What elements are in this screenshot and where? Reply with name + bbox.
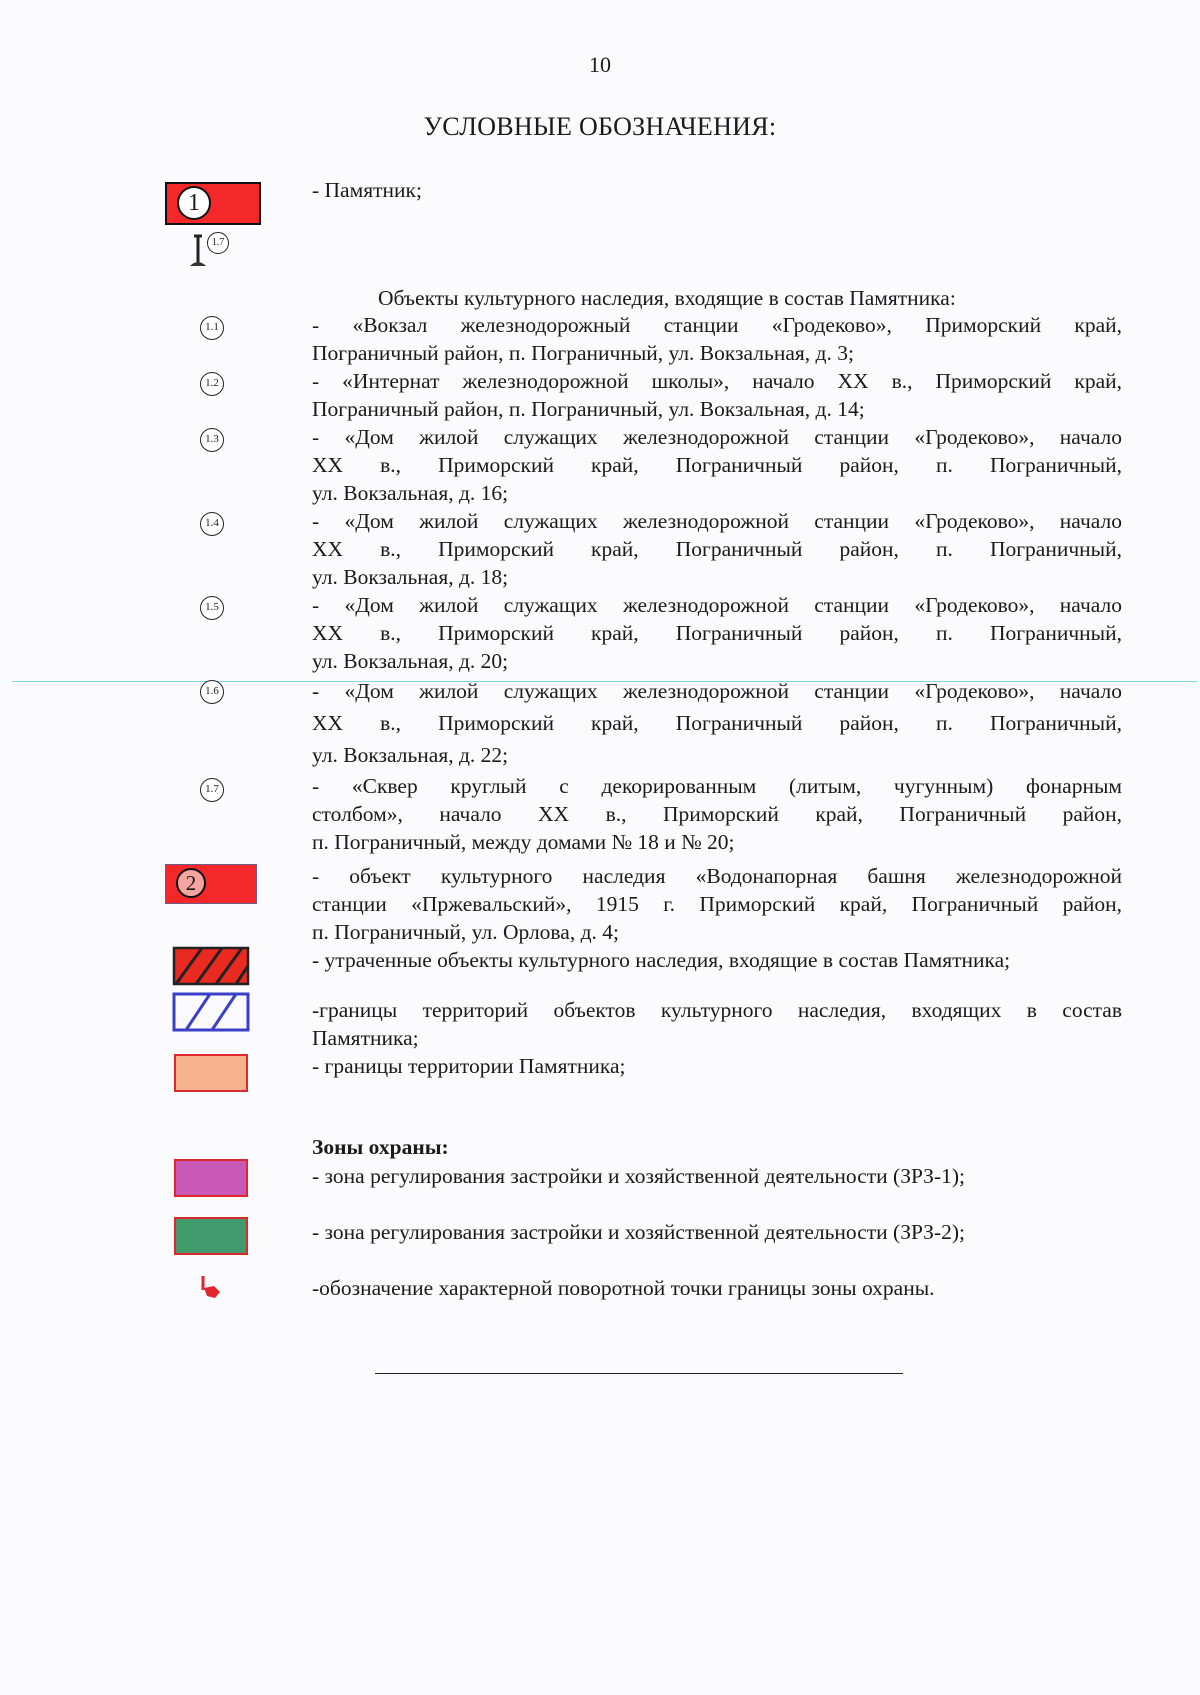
object-marker-1-5: 1.5 <box>200 596 224 620</box>
object-boundaries-hatch-icon <box>172 992 252 1034</box>
lost-objects-hatch-icon <box>172 944 252 986</box>
object-marker-1-4: 1.4 <box>200 512 224 536</box>
object-1-1-text: - «Вокзал железнодорожный станции «Гродеково», Приморский край, Пограничный район, п. Пограничный, ул. Вокзальная, д. 3; <box>312 313 1122 365</box>
zones-heading: Зоны охраны: <box>312 1135 449 1159</box>
turn-point-icon <box>198 1274 228 1304</box>
monument-territory-label: - границы территории Памятника; <box>312 1054 626 1078</box>
object-1-2-text: - «Интернат железнодорожной школы», начало XX в., Приморский край, Пограничный район, п. Пограничный, ул. Вокзальная, д. 14; <box>312 369 1122 421</box>
object-marker-1-1: 1.1 <box>200 316 224 340</box>
object-1-6-text: - «Дом жилой служащих железнодорожной станции «Гродеково», начало XX в., Приморский край, Пограничный район, п. Пограничный, ул. Вокзальная, д. 22; <box>312 679 1122 767</box>
monument-symbol <box>165 182 261 225</box>
page-number: 10 <box>589 52 611 77</box>
object-boundaries-text: -границы территорий объектов культурного наследия, входящих в состав Памятника; <box>312 998 1122 1050</box>
lost-objects-label: - утраченные объекты культурного наследия, входящие в состав Памятника; <box>312 948 1011 972</box>
zrz1-label: - зона регулирования застройки и хозяйственной деятельности (ЗРЗ-1); <box>312 1164 965 1188</box>
zrz1-swatch <box>174 1159 248 1197</box>
object-1-4-text: - «Дом жилой служащих железнодорожной станции «Гродеково», начало XX в., Приморский край, Пограничный район, п. Пограничный, ул. Вокзальная, д. 18; <box>312 509 1122 589</box>
object-marker-1-7: 1.7 <box>200 778 224 802</box>
turn-point-label: -обозначение характерной поворотной точки границы зоны охраны. <box>312 1276 935 1300</box>
object-marker-1-3: 1.3 <box>200 428 224 452</box>
object-marker-1-2: 1.2 <box>200 372 224 396</box>
monument-number-badge: 1 <box>177 186 211 220</box>
object-1-3-text: - «Дом жилой служащих железнодорожной станции «Гродеково», начало XX в., Приморский край, Пограничный район, п. Пограничный, ул. Вокзальная, д. 16; <box>312 425 1122 505</box>
object-2-text: - объект культурного наследия «Водонапорная башня железнодорожной станции «Пржевальский», 1915 г. Приморский край, Пограничный район, п. Пограничный, ул. Орлова, д. 4; <box>312 864 1122 944</box>
objects-heading: Объекты культурного наследия, входящие в состав Памятника: <box>378 286 956 310</box>
zrz2-label: - зона регулирования застройки и хозяйственной деятельности (ЗРЗ-2); <box>312 1220 965 1244</box>
zrz2-swatch <box>174 1217 248 1255</box>
object-2-symbol <box>165 864 257 904</box>
monument-territory-swatch <box>174 1054 248 1092</box>
object-1-7-text: - «Сквер круглый с декорированным (литым, чугунным) фонарным столбом», начало XX в., Приморский край, Пограничный район, п. Пограничный, между домами № 18 и № 20; <box>312 774 1122 854</box>
object-marker-1-6: 1.6 <box>200 680 224 704</box>
monument-label: - Памятник; <box>312 178 422 202</box>
object-1-5-text: - «Дом жилой служащих железнодорожной станции «Гродеково», начало XX в., Приморский край, Пограничный район, п. Пограничный, ул. Вокзальная, д. 20; <box>312 593 1122 673</box>
object-2-number-badge: 2 <box>176 868 206 898</box>
legend-title: УСЛОВНЫЕ ОБОЗНАЧЕНИЯ: <box>423 112 777 141</box>
lamp-marker-badge: 1.7 <box>207 232 229 254</box>
end-rule <box>375 1373 903 1374</box>
